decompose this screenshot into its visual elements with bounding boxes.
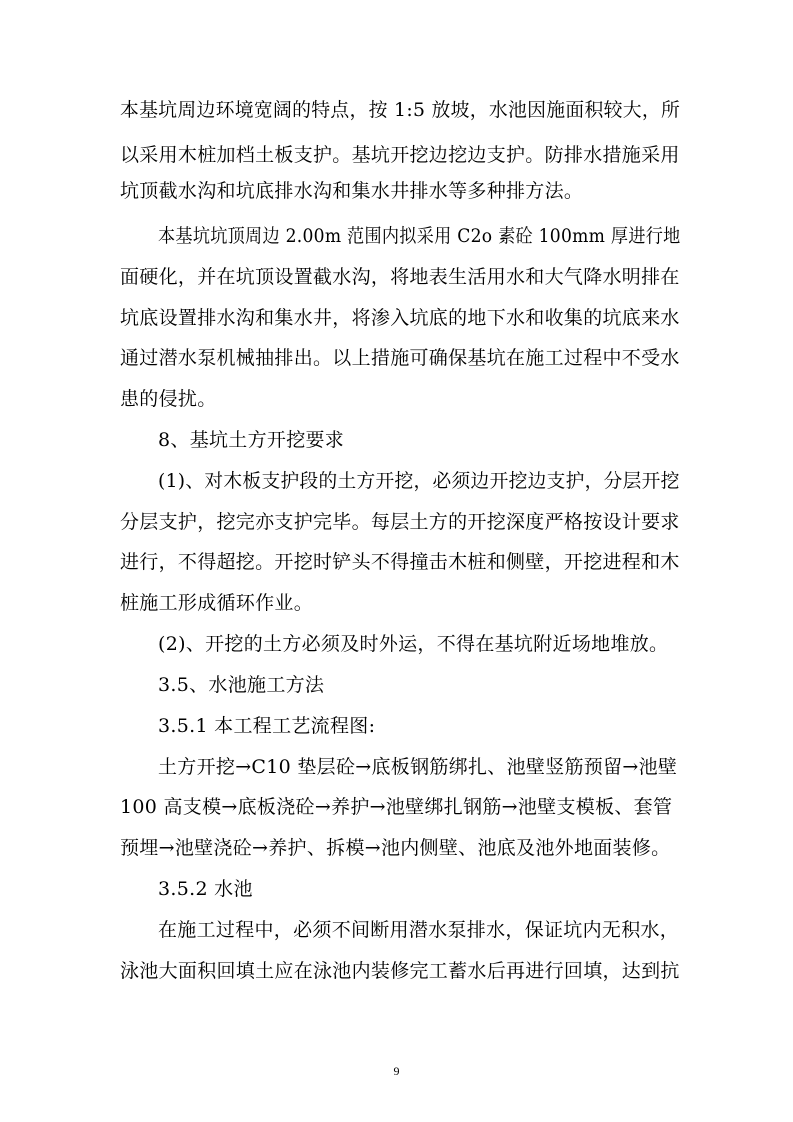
- text-line: 在施工过程中，必须不间断用潜水泵排水，保证坑内无积水，: [158, 919, 680, 941]
- text-line: 通过潜水泵机械抽排出。以上措施可确保基坑在施工过程中不受水: [120, 347, 680, 369]
- text-line: 患的侵扰。: [120, 388, 217, 410]
- section-heading: 8、基坑土方开挖要求: [158, 429, 345, 451]
- text-line: 坑顶截水沟和坑底排水沟和集水井排水等多种排方法。: [120, 180, 584, 202]
- text-line: 桩施工形成循环作业。: [120, 592, 314, 614]
- text-line: 以采用木桩加档土板支护。基坑开挖边挖边支护。防排水措施采用: [120, 144, 680, 166]
- section-heading: 3.5.1 本工程工艺流程图:: [158, 715, 376, 737]
- text-line: 坑底设置排水沟和集水井，将渗入坑底的地下水和收集的坑底来水: [120, 307, 680, 329]
- page-number: 9: [393, 1064, 400, 1078]
- text-line: 泳池大面积回填土应在泳池内装修完工蓄水后再进行回填，达到抗: [120, 960, 680, 982]
- text-line: 预埋→池壁浇砼→养护、拆模→池内侧壁、池底及池外地面装修。: [120, 837, 671, 859]
- text-line: (2)、开挖的土方必须及时外运，不得在基坑附近场地堆放。: [158, 633, 669, 655]
- text-line: 分层支护，挖完亦支护完毕。每层土方的开挖深度严格按设计要求: [120, 511, 680, 533]
- text-line: 进行，不得超挖。开挖时铲头不得撞击木桩和侧壁，开挖进程和木: [120, 551, 680, 573]
- text-line: 本基坑坑顶周边 2.00m 范围内拟采用 C2o 素砼 100mm 厚进行地: [158, 225, 681, 247]
- text-line: 本基坑周边环境宽阔的特点，按 1:5 放坡，水池因施面积较大，所: [120, 99, 681, 121]
- text-line: 面硬化，并在坑顶设置截水沟，将地表生活用水和大气降水明排在: [120, 266, 680, 288]
- text-line: 100 高支模→底板浇砼→养护→池壁绑扎钢筋→池壁支模板、套管: [120, 796, 673, 818]
- section-heading: 3.5.2 水池: [158, 878, 253, 900]
- text-line: 土方开挖→C10 垫层砼→底板钢筋绑扎、池壁竖筋预留→池壁: [158, 756, 678, 778]
- section-heading: 3.5、水池施工方法: [158, 674, 325, 696]
- text-line: (1)、对木板支护段的土方开挖，必须边开挖边支护，分层开挖: [158, 470, 680, 492]
